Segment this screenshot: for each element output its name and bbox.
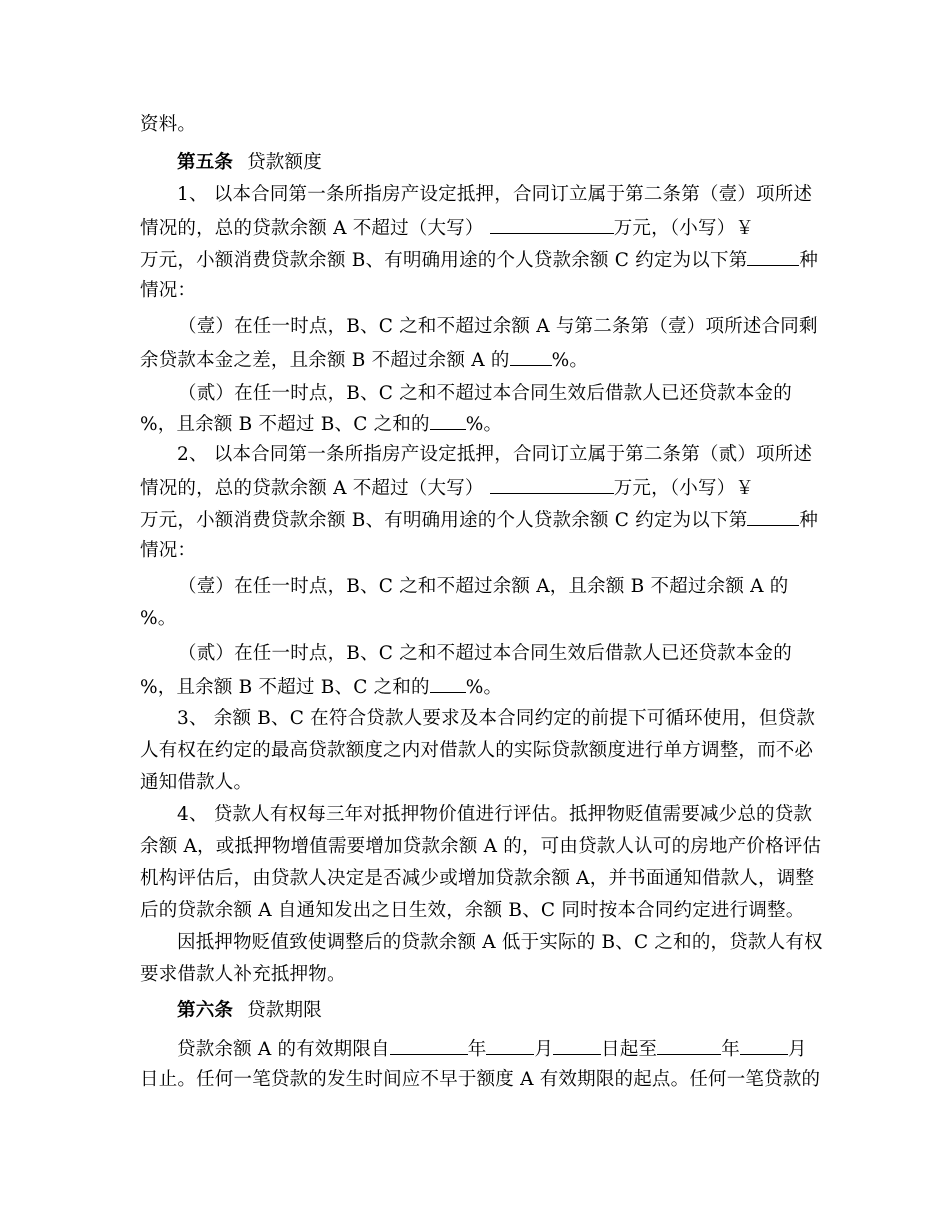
start-month-blank[interactable]	[486, 1037, 534, 1055]
article-5-title: 贷款额度	[247, 152, 322, 173]
end-month-blank[interactable]	[740, 1037, 788, 1055]
article-6-line-1: 贷款余额 A 的有效期限自 年 月 日起至 年 月	[177, 1039, 807, 1060]
item-2-line-2: 情况的，总的贷款余额 A 不超过（大写） 万元，（小写）￥	[140, 478, 755, 499]
article-6-line-2: 日止。任何一笔贷款的发生时间应不早于额度 A 有效期限的起点。任何一笔贷款的	[140, 1069, 821, 1090]
article-5-heading	[177, 152, 322, 174]
item-2-option-2-line-2: %，且余额 B 不超过 B、C 之和的 %。	[140, 677, 503, 698]
item-3-line-2: 人有权在约定的最高贷款额度之内对借款人的实际贷款额度进行单方调整，而不必	[140, 740, 814, 761]
item-4-line-3: 机构评估后，由贷款人决定是否减少或增加贷款余额 A，并书面通知借款人，调整	[140, 868, 815, 889]
article-6-title: 贷款期限	[247, 1000, 322, 1021]
item-1-line-2: 情况的，总的贷款余额 A 不超过（大写） 万元，（小写）￥	[140, 218, 755, 239]
item-4-line-1: 4、 贷款人有权每三年对抵押物价值进行评估。抵押物贬值需要减少总的贷款	[177, 804, 813, 825]
item-1-line-1: 1、 以本合同第一条所指房产设定抵押，合同订立属于第二条第（壹）项所述	[177, 184, 813, 205]
percent-blank[interactable]	[430, 675, 466, 693]
item-3-line-1: 3、 余额 B、C 在符合贷款人要求及本合同约定的前提下可循环使用，但贷款	[177, 708, 816, 729]
amount-capital-blank[interactable]	[490, 476, 614, 494]
amount-capital-blank[interactable]	[490, 216, 614, 234]
percent-blank[interactable]	[510, 348, 552, 366]
item-4-line-2: 余额 A，或抵押物增值需要增加贷款余额 A 的，可由贷款人认可的房地产价格评估	[140, 836, 822, 857]
item-1-line-4: 情况：	[140, 280, 197, 301]
item-2-option-2-line-1: （贰）在任一时点，B、C 之和不超过本合同生效后借款人已还贷款本金的	[178, 643, 792, 664]
start-year-blank[interactable]	[390, 1037, 468, 1055]
article-5-number: 第五条	[177, 152, 234, 173]
item-1-option-2-line-1: （贰）在任一时点，B、C 之和不超过本合同生效后借款人已还贷款本金的	[178, 383, 792, 404]
item-2-line-4: 情况：	[140, 540, 197, 561]
item-1-option-1-line-1: （壹）在任一时点，B、C 之和不超过余额 A 与第二条第（壹）项所述合同剩	[178, 316, 818, 337]
item-1-line-3: 万元，小额消费贷款余额 B、有明确用途的个人贷款余额 C 约定为以下第 种	[140, 250, 819, 271]
article-6-heading	[177, 1000, 322, 1022]
paragraph-line-2: 要求借款人补充抵押物。	[140, 964, 346, 985]
item-3-line-3: 通知借款人。	[140, 772, 253, 793]
prev-paragraph-tail: 资料。	[140, 114, 197, 135]
item-1-option-1-line-2: 余贷款本金之差，且余额 B 不超过余额 A 的 %。	[140, 350, 589, 371]
end-year-blank[interactable]	[657, 1037, 721, 1055]
item-4-line-4: 后的贷款余额 A 自通知发出之日生效，余额 B、C 同时按本合同约定进行调整。	[140, 900, 805, 921]
paragraph-line-1: 因抵押物贬值致使调整后的贷款余额 A 低于实际的 B、C 之和的，贷款人有权	[177, 932, 823, 953]
item-2-line-1: 2、 以本合同第一条所指房产设定抵押，合同订立属于第二条第（贰）项所述	[177, 444, 813, 465]
start-day-blank[interactable]	[553, 1037, 601, 1055]
option-number-blank[interactable]	[747, 248, 799, 266]
item-2-option-1-line-1: （壹）在任一时点，B、C 之和不超过余额 A，且余额 B 不超过余额 A 的	[178, 576, 789, 597]
item-2-option-1-line-2: %。	[140, 608, 177, 629]
item-2-line-3: 万元，小额消费贷款余额 B、有明确用途的个人贷款余额 C 约定为以下第 种	[140, 510, 819, 531]
article-6-number: 第六条	[177, 1000, 234, 1021]
item-1-option-2-line-2: %，且余额 B 不超过 B、C 之和的 %。	[140, 414, 503, 435]
percent-blank[interactable]	[430, 412, 466, 430]
option-number-blank[interactable]	[747, 508, 799, 526]
